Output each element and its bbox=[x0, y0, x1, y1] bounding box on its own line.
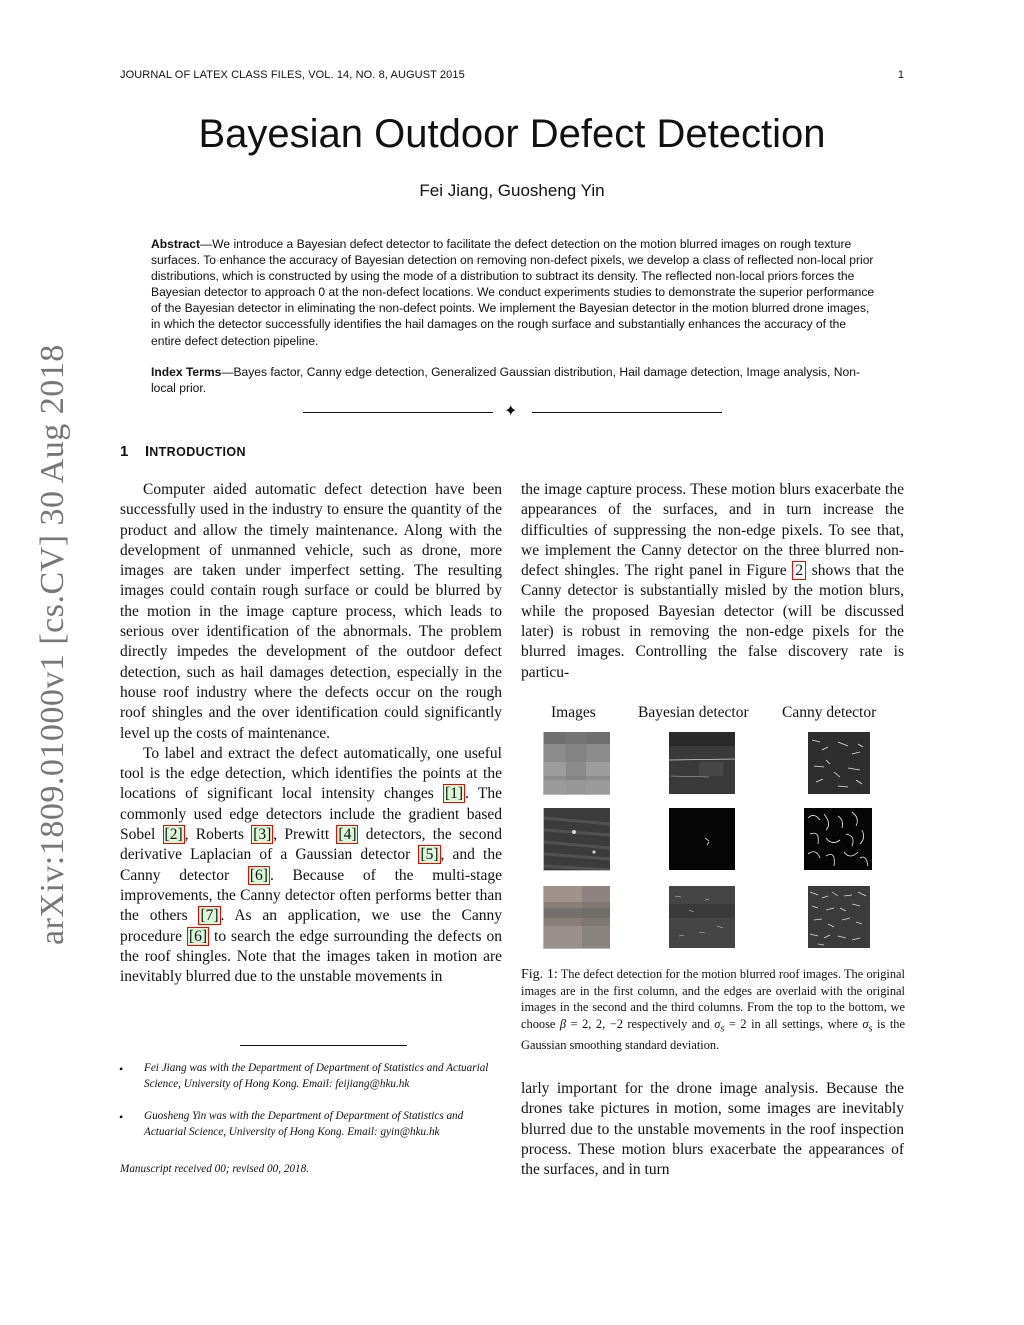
canny-result-2 bbox=[804, 808, 872, 870]
bayesian-result-1 bbox=[669, 732, 735, 794]
page-number: 1 bbox=[897, 69, 904, 81]
footnote-author-1: Fei Jiang was with the Department of Department of Statistics and Actuarial Science, University of Hong Kong. Email: feijiang@hku.hk bbox=[144, 1062, 489, 1090]
section-initial: I bbox=[145, 443, 150, 460]
original-image-1 bbox=[543, 732, 610, 795]
figure-caption: Fig. 1: The defect detection for the motion blurred roof images. The original images are in the first column, and the edges are overlaid with the original images in the second and the third columns. From the top to the bottom, we choose β = 2, 2, −2 respectively and $\sigma_s = 2$ in all settings, where $\sigma_s$ is the Gaussian smoothing standard deviation. bbox=[521, 967, 905, 1053]
section-title-rest: NTRODUCTION bbox=[149, 445, 246, 459]
original-image-2 bbox=[543, 808, 610, 871]
separator-rule-right bbox=[532, 412, 722, 413]
citation-link[interactable]: [4] bbox=[338, 826, 357, 844]
original-image-3 bbox=[543, 886, 610, 949]
index-terms-label: Index Terms bbox=[151, 365, 222, 379]
footnote-rule bbox=[240, 1045, 407, 1046]
bayesian-result-3 bbox=[669, 886, 735, 948]
separator-rule-left bbox=[303, 412, 493, 413]
citation-link[interactable]: [1] bbox=[445, 785, 464, 803]
section-number: 1 bbox=[120, 443, 129, 460]
figure-column-header-images: Images bbox=[551, 704, 596, 721]
canny-result-3 bbox=[808, 886, 870, 948]
bayesian-result-2 bbox=[669, 808, 735, 870]
manuscript-note: Manuscript received 00; revised 00, 2018. bbox=[120, 1163, 309, 1175]
figure-1 bbox=[521, 700, 905, 970]
citation-link[interactable]: [3] bbox=[253, 826, 272, 844]
running-head: JOURNAL OF LATEX CLASS FILES, VOL. 14, NO. 8, AUGUST 2015 bbox=[120, 69, 465, 81]
index-terms bbox=[151, 364, 875, 396]
abstract-label: Abstract bbox=[151, 237, 201, 251]
right-column-bottom bbox=[521, 1079, 904, 1180]
citation-link[interactable]: [5] bbox=[420, 846, 439, 864]
figure-column-header-canny: Canny detector bbox=[782, 704, 877, 721]
footnote-author-2: Guosheng Yin was with the Department of Department of Statistics and Actuarial Science, University of Hong Kong. Email: gyin@hku.hk bbox=[144, 1110, 464, 1138]
figure-caption-label: Fig. 1: bbox=[521, 967, 558, 982]
authors: Fei Jiang, Guosheng Yin bbox=[419, 181, 605, 200]
figure-column-header-bayesian: Bayesian detector bbox=[638, 704, 749, 721]
arxiv-stamp: arXiv:1809.01000v1 [cs.CV] 30 Aug 2018 bbox=[34, 344, 71, 945]
left-column bbox=[120, 480, 502, 987]
abstract-text: —We introduce a Bayesian defect detector to facilitate the defect detection on the motion blurred images on rough texture surfaces. To enhance the accuracy of Bayesian detection on removing non-defect pixels, we develop a class of reflected non-local prior distributions, which is constructed by using the mode of a distribution to subtract its density. The reflected non-local priors forces the Bayesian detector to approach 0 at the non-defect locations. We conduct experiments studies to demonstrate the superior performance of the Bayesian detector in eliminating the non-defect points. We implement the Bayesian detector in the motion blurred drone images, in which the detector successfully identifies the hail damages on the rough surface and substantially enhances the accuracy of the entire defect detection pipeline. bbox=[151, 237, 875, 348]
section-heading bbox=[120, 443, 246, 460]
index-terms-text: —Bayes factor, Canny edge detection, Generalized Gaussian distribution, Hail damage detection, Image analysis, Non-local prior. bbox=[151, 365, 860, 396]
bullet-icon: • bbox=[119, 1110, 124, 1124]
citation-link[interactable]: [6] bbox=[249, 866, 268, 884]
right-column-top bbox=[521, 480, 904, 683]
citation-link[interactable]: [2] bbox=[164, 826, 183, 844]
citation-link[interactable]: [7] bbox=[200, 907, 219, 925]
paragraph-2: To label and extract the defect automatically, one useful tool is the edge detection, which identifies the points at the locations of significant local intensity changes [1] . The commonly used edge detectors include the gradient based Sobel [2] , Roberts [3] , Prewitt [4] detectors, the second derivative Laplacian of a Gaussian detector [5] , and the Canny detector [6] . Because of the multi-stage improvements, the Canny detector often performs better than the others [7] . As an application, we use the Canny procedure [6] to search the edge surrounding the defects on the roof shingles. Note that the images taken in motion are inevitably blurred due to the unstable movements in bbox=[120, 744, 502, 986]
abstract bbox=[151, 236, 875, 349]
citation-link[interactable]: [6] bbox=[188, 927, 208, 945]
bullet-icon: • bbox=[119, 1062, 124, 1076]
canny-result-1 bbox=[808, 732, 870, 794]
separator-star-icon: ✦ bbox=[504, 403, 518, 420]
paragraph-4: larly important for the drone image analysis. Because the drones take pictures in motion, some images are inevitably blurred due to the unstable movements in the roof inspection process. These motion blurs exacerbate the appearances of the surfaces, and in turn bbox=[521, 1080, 904, 1179]
figure-link[interactable]: 2 bbox=[792, 561, 806, 580]
paragraph-3: the image capture process. These motion blurs exacerbate the appearances of the surfaces, and in turn increase the difficulties of suppressing the non-edge pixels. To see that, we implement the Canny detector on the three blurred non-defect shingles. The right panel in Figure 2 shows that the Canny detector is substantially misled by the motion blurs, while the proposed Bayesian detector (will be discussed later) is robust in removing the non-edge pixels for the blurred images. Controlling the false discovery rate is particu- bbox=[521, 481, 904, 681]
paper-title: Bayesian Outdoor Defect Detection bbox=[198, 112, 826, 156]
paragraph-1: Computer aided automatic defect detection have been successfully used in the industry to ensure the quantity of the product and allow the timely maintenance. Along with the development of unmanned vehicle, such as drone, more images are taken under imperfect setting. The resulting images could contain rough surface or could be blurred by the motion in the image capture process, which leads to serious over identification of the abnormals. The problem directly impedes the development of the outdoor defect detection, such as hail damages detection, especially in the house roof industry where the defects occur on the rough roof shingles and the over identification could significantly level up the costs of maintenance. bbox=[120, 481, 502, 742]
